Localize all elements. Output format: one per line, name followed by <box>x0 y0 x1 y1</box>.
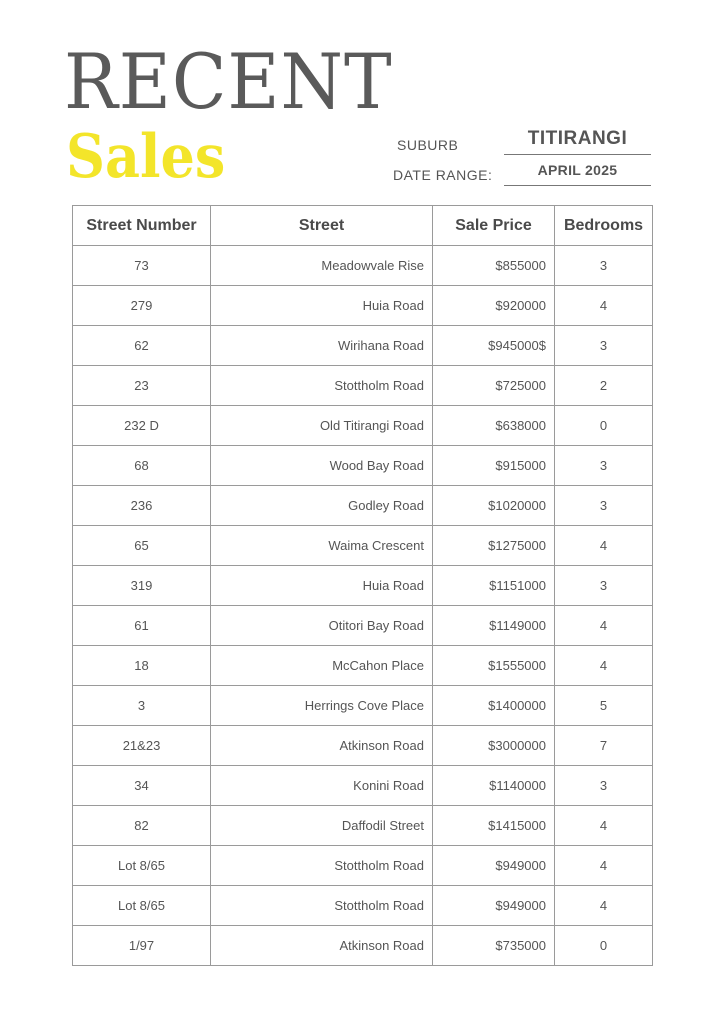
column-header-bedrooms: Bedrooms <box>555 206 653 246</box>
suburb-value: TITIRANGI <box>504 126 651 155</box>
cell-street-number: 3 <box>73 686 211 726</box>
table-row <box>73 686 653 726</box>
cell-street-number: 23 <box>73 366 211 406</box>
table-row <box>73 446 653 486</box>
cell-street-number: Lot 8/65 <box>73 846 211 886</box>
cell-street: Atkinson Road <box>211 926 433 966</box>
cell-street: Herrings Cove Place <box>211 686 433 726</box>
cell-street-number: 82 <box>73 806 211 846</box>
cell-sale-price: $945000$ <box>433 326 555 366</box>
column-header-street-number: Street Number <box>73 206 211 246</box>
cell-street-number: 236 <box>73 486 211 526</box>
cell-sale-price: $1555000 <box>433 646 555 686</box>
cell-bedrooms: 4 <box>555 606 653 646</box>
cell-street-number: 61 <box>73 606 211 646</box>
cell-bedrooms: 4 <box>555 646 653 686</box>
cell-bedrooms: 4 <box>555 526 653 566</box>
page-title: RECENT <box>64 37 393 126</box>
cell-street-number: 1/97 <box>73 926 211 966</box>
table-row <box>73 646 653 686</box>
table-row <box>73 726 653 766</box>
table-row <box>73 566 653 606</box>
table-header-row <box>73 206 653 246</box>
cell-street: Atkinson Road <box>211 726 433 766</box>
cell-bedrooms: 3 <box>555 766 653 806</box>
table-row <box>73 806 653 846</box>
table-body <box>73 246 653 966</box>
cell-bedrooms: 3 <box>555 326 653 366</box>
cell-street-number: 73 <box>73 246 211 286</box>
cell-street-number: 34 <box>73 766 211 806</box>
cell-sale-price: $1275000 <box>433 526 555 566</box>
cell-street: Otitori Bay Road <box>211 606 433 646</box>
cell-street-number: 232 D <box>73 406 211 446</box>
table-row <box>73 926 653 966</box>
cell-street: Huia Road <box>211 566 433 606</box>
page-subtitle: Sales <box>66 122 226 192</box>
cell-bedrooms: 0 <box>555 926 653 966</box>
table-row <box>73 406 653 446</box>
sales-table <box>72 205 653 966</box>
cell-sale-price: $855000 <box>433 246 555 286</box>
cell-bedrooms: 5 <box>555 686 653 726</box>
cell-sale-price: $735000 <box>433 926 555 966</box>
table-row <box>73 286 653 326</box>
cell-bedrooms: 3 <box>555 446 653 486</box>
cell-street: Stottholm Road <box>211 366 433 406</box>
cell-sale-price: $3000000 <box>433 726 555 766</box>
cell-sale-price: $1149000 <box>433 606 555 646</box>
cell-street-number: 279 <box>73 286 211 326</box>
date-range-label: DATE RANGE: <box>393 167 493 183</box>
cell-bedrooms: 3 <box>555 566 653 606</box>
cell-street: Wood Bay Road <box>211 446 433 486</box>
cell-sale-price: $1415000 <box>433 806 555 846</box>
cell-bedrooms: 4 <box>555 286 653 326</box>
cell-bedrooms: 0 <box>555 406 653 446</box>
cell-street: Konini Road <box>211 766 433 806</box>
table-row <box>73 886 653 926</box>
cell-street: Old Titirangi Road <box>211 406 433 446</box>
cell-sale-price: $725000 <box>433 366 555 406</box>
cell-sale-price: $638000 <box>433 406 555 446</box>
cell-bedrooms: 2 <box>555 366 653 406</box>
cell-sale-price: $1400000 <box>433 686 555 726</box>
cell-bedrooms: 4 <box>555 846 653 886</box>
cell-street-number: 18 <box>73 646 211 686</box>
cell-bedrooms: 4 <box>555 886 653 926</box>
table-row <box>73 606 653 646</box>
table-row <box>73 766 653 806</box>
cell-street: Wirihana Road <box>211 326 433 366</box>
cell-street: Waima Crescent <box>211 526 433 566</box>
cell-street: Huia Road <box>211 286 433 326</box>
cell-sale-price: $1151000 <box>433 566 555 606</box>
cell-bedrooms: 3 <box>555 486 653 526</box>
cell-street: Stottholm Road <box>211 886 433 926</box>
table-row <box>73 846 653 886</box>
cell-street: McCahon Place <box>211 646 433 686</box>
cell-street: Daffodil Street <box>211 806 433 846</box>
table-row <box>73 486 653 526</box>
cell-bedrooms: 7 <box>555 726 653 766</box>
cell-street-number: 65 <box>73 526 211 566</box>
column-header-street: Street <box>211 206 433 246</box>
table-row <box>73 246 653 286</box>
cell-bedrooms: 3 <box>555 246 653 286</box>
cell-sale-price: $1140000 <box>433 766 555 806</box>
table-row <box>73 326 653 366</box>
cell-street-number: 21&23 <box>73 726 211 766</box>
cell-sale-price: $949000 <box>433 886 555 926</box>
cell-bedrooms: 4 <box>555 806 653 846</box>
cell-street: Meadowvale Rise <box>211 246 433 286</box>
date-range-value: APRIL 2025 <box>504 160 651 186</box>
suburb-label: SUBURB <box>397 137 459 153</box>
cell-street: Godley Road <box>211 486 433 526</box>
cell-sale-price: $920000 <box>433 286 555 326</box>
cell-street-number: 62 <box>73 326 211 366</box>
cell-street: Stottholm Road <box>211 846 433 886</box>
cell-sale-price: $1020000 <box>433 486 555 526</box>
cell-sale-price: $915000 <box>433 446 555 486</box>
cell-sale-price: $949000 <box>433 846 555 886</box>
cell-street-number: 319 <box>73 566 211 606</box>
column-header-sale-price: Sale Price <box>433 206 555 246</box>
cell-street-number: Lot 8/65 <box>73 886 211 926</box>
table-row <box>73 526 653 566</box>
table-row <box>73 366 653 406</box>
cell-street-number: 68 <box>73 446 211 486</box>
